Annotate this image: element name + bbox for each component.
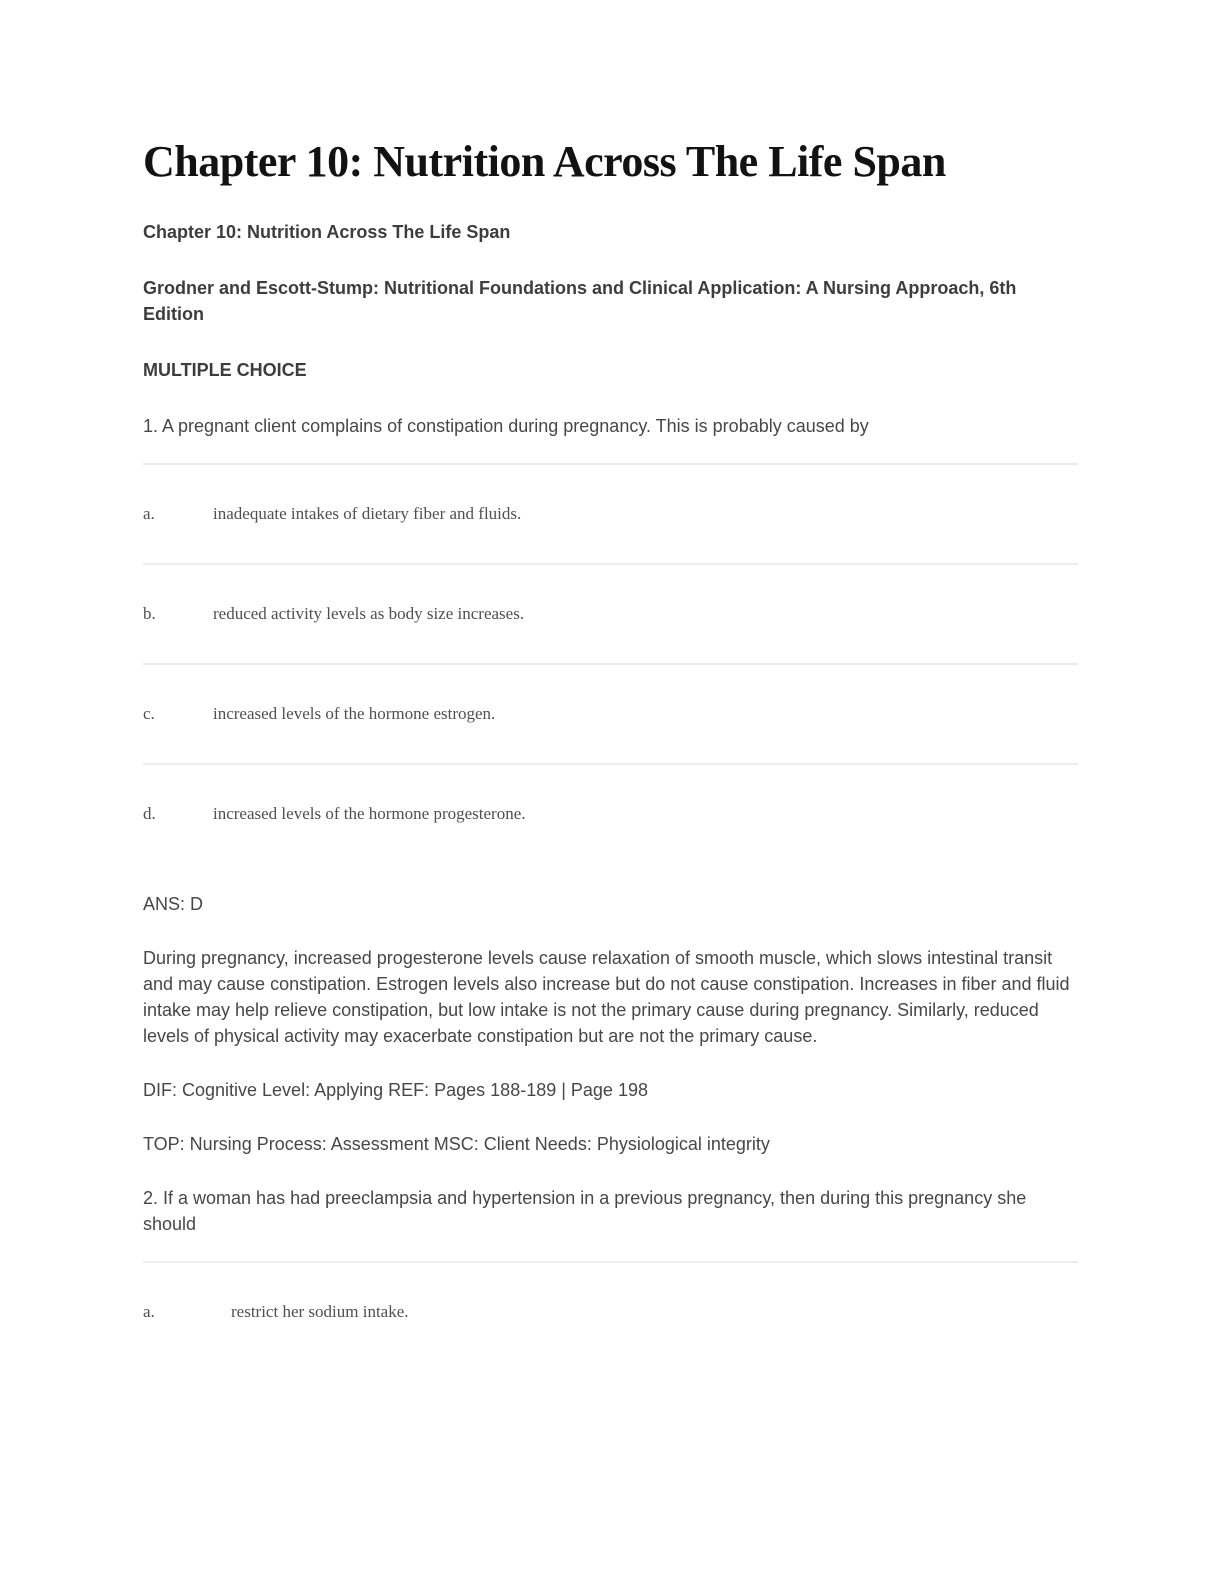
option-text: reduced activity levels as body size increases. xyxy=(213,603,525,623)
option-text: restrict her sodium intake. xyxy=(231,1301,409,1321)
option-letter: a. xyxy=(143,503,155,523)
page-title: Chapter 10: Nutrition Across The Life Span xyxy=(143,137,946,186)
top-msc-line: TOP: Nursing Process: Assessment MSC: Client Needs: Physiological integrity xyxy=(143,1133,770,1154)
question-1-text: 1. A pregnant client complains of constipation during pregnancy. This is probably caused by xyxy=(143,415,869,436)
option-row-a xyxy=(143,463,1078,563)
rationale-paragraph: During pregnancy, increased progesterone levels cause relaxation of smooth muscle, which slows intestinal transit and may cause constipation. Estrogen levels also increase but do not cause constipation. Increases in fiber and fluid intake may help relieve constipation, but low intake is not the primary cause during pregnancy. Similarly, reduced levels of physical activity may exacerbate constipation but are not the primary cause. xyxy=(143,947,1070,1046)
question-1-block xyxy=(143,413,1078,1157)
option-letter: b. xyxy=(143,603,156,623)
option-row-a xyxy=(143,1261,1078,1361)
option-row-d xyxy=(143,763,1078,863)
question-2-text: 2. If a woman has had preeclampsia and hypertension in a previous pregnancy, then during this pregnancy she should xyxy=(143,1187,1027,1234)
option-letter: c. xyxy=(143,703,155,723)
option-text: increased levels of the hormone estrogen. xyxy=(213,703,496,723)
option-text: increased levels of the hormone progesterone. xyxy=(213,803,526,823)
book-title-heading: Grodner and Escott-Stump: Nutritional Foundations and Clinical Application: A Nursing Approach, 6th Edition xyxy=(143,277,1017,324)
question-1-options-table xyxy=(143,463,1078,863)
question-2-options-table xyxy=(143,1261,1078,1361)
option-row-b xyxy=(143,563,1078,663)
option-text: inadequate intakes of dietary fiber and fluids. xyxy=(213,503,522,523)
option-letter: a. xyxy=(143,1301,155,1321)
option-letter: d. xyxy=(143,803,156,823)
chapter-heading: Chapter 10: Nutrition Across The Life Span xyxy=(143,221,511,242)
option-row-c xyxy=(143,663,1078,763)
dif-ref-line: DIF: Cognitive Level: Applying REF: Pages 188-189 | Page 198 xyxy=(143,1079,648,1100)
question-2-block xyxy=(143,1185,1078,1361)
section-heading: MULTIPLE CHOICE xyxy=(143,359,307,380)
answer-line: ANS: D xyxy=(143,893,204,914)
